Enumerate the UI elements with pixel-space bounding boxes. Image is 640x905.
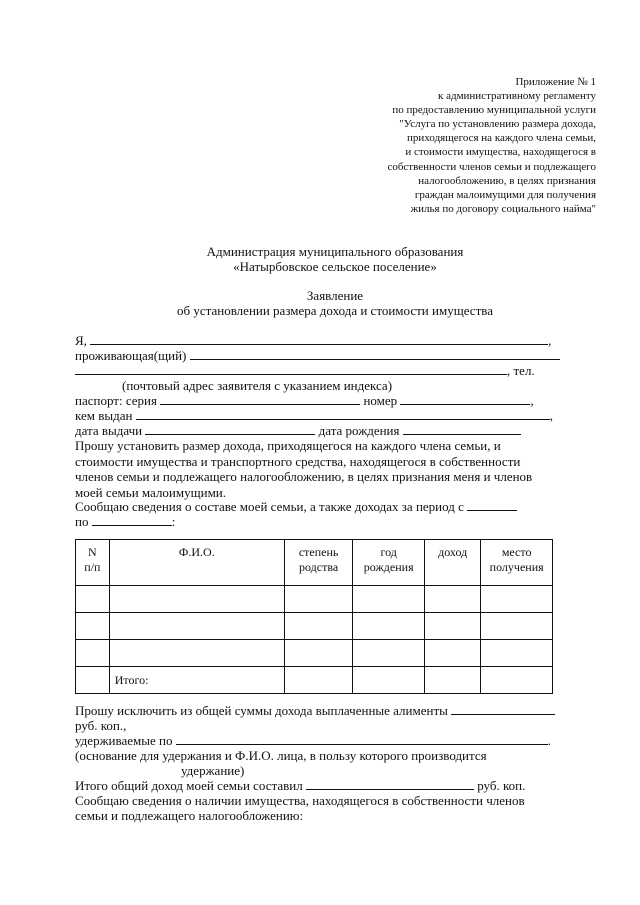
table-cell[interactable] — [353, 640, 425, 667]
table-cell[interactable] — [76, 586, 110, 613]
admin-line-1: Администрация муниципального образования — [206, 244, 464, 259]
withheld-label: удерживаемые по — [75, 733, 173, 748]
table-cell[interactable] — [76, 667, 110, 694]
period-start-field[interactable] — [467, 499, 517, 511]
ya-label: Я, — [75, 333, 87, 348]
property-line-2: семьи и подлежащего налогообложению: — [75, 808, 304, 823]
withheld-row: удерживаемые по . — [75, 733, 551, 748]
period-text: Сообщаю сведения о составе моей семьи, а также доходах за период с — [75, 499, 464, 514]
dates-row — [75, 423, 521, 438]
period-end-field[interactable] — [92, 514, 172, 526]
period-end-colon: : — [171, 514, 176, 529]
applicant-name-row: Я, , — [75, 333, 552, 348]
table-cell[interactable] — [481, 667, 553, 694]
annex-line: по предоставлению муниципальной услуги — [392, 104, 596, 117]
basis-hint-1: (основание для удержания и Ф.И.О. лица, в пользу которого производится — [75, 748, 487, 763]
table-cell[interactable] — [76, 613, 110, 640]
table-cell[interactable] — [425, 586, 481, 613]
table-cell[interactable] — [76, 640, 110, 667]
property-line-1: Сообщаю сведения о наличии имущества, находящегося в собственности членов — [75, 793, 525, 808]
table-total-row — [76, 667, 553, 694]
address-hint: (почтовый адрес заявителя с указанием индекса) — [122, 378, 393, 393]
table-cell[interactable] — [481, 613, 553, 640]
table-cell[interactable] — [284, 667, 353, 694]
table-cell[interactable] — [109, 640, 284, 667]
annex-line: граждан малоимущими для получения — [414, 188, 596, 201]
passport-series-label: паспорт: серия — [75, 393, 157, 408]
alimony-row — [75, 703, 555, 718]
passport-row: паспорт: серия номер , — [75, 393, 534, 408]
passport-number-label: номер — [363, 393, 398, 408]
annex-line: собственности членов семьи и подлежащего — [387, 160, 596, 173]
resident-row — [75, 348, 560, 363]
header-fio: Ф.И.О. — [109, 540, 284, 586]
birth-date-field[interactable] — [403, 423, 521, 435]
applicant-name-field[interactable] — [90, 333, 548, 345]
header-birth-year: год рождения — [353, 540, 425, 586]
annex-line: к административному регламенту — [438, 90, 596, 103]
admin-line-2: «Натырбовское сельское поселение» — [233, 259, 437, 274]
table-cell[interactable] — [284, 586, 353, 613]
table-cell[interactable] — [284, 640, 353, 667]
request-line: членов семьи и подлежащего налогообложению, в целях признания меня и членов — [75, 469, 533, 484]
total-income-row — [75, 778, 525, 793]
alimony-text: Прошу исключить из общей суммы дохода выплаченные алименты — [75, 703, 448, 718]
request-line: стоимости имущества и транспортного средства, находящегося в собственности — [75, 453, 521, 469]
address-phone-row — [75, 363, 535, 378]
document-title: Заявление — [306, 288, 364, 303]
rub-kop-label: руб. коп., — [75, 718, 127, 733]
issued-by-row: кем выдан , — [75, 408, 553, 423]
annex-line: Приложение № 1 — [515, 76, 596, 88]
header-relation: степень родства — [284, 540, 353, 586]
basis-hint-2: удержание) — [181, 763, 245, 778]
total-income-field[interactable] — [306, 778, 474, 790]
period-row — [75, 499, 517, 514]
table-row — [76, 640, 553, 667]
passport-number-field[interactable] — [400, 393, 530, 405]
address-continued-field[interactable] — [75, 363, 507, 375]
table-cell[interactable] — [353, 613, 425, 640]
passport-series-field[interactable] — [160, 393, 360, 405]
total-income-unit: руб. коп. — [477, 778, 526, 793]
table-cell[interactable] — [109, 613, 284, 640]
resident-label: проживающая(щий) — [75, 348, 187, 363]
period-to-row — [75, 514, 175, 529]
table-cell[interactable] — [425, 667, 481, 694]
issued-by-field[interactable] — [136, 408, 550, 420]
annex-line: налогообложению, в целях признания — [418, 174, 596, 187]
table-header-row — [76, 540, 553, 586]
birth-date-label: дата рождения — [318, 423, 400, 438]
annex-block — [296, 75, 596, 216]
annex-line: "Услуга по установлению размера дохода, — [399, 118, 596, 131]
request-line: моей семьи малоимущими. — [75, 484, 227, 500]
alimony-amount-field[interactable] — [451, 703, 555, 715]
annex-line: жилья по договору социального найма" — [410, 202, 596, 215]
request-line: Прошу установить размер дохода, приходящегося на каждого члена семьи, и — [75, 438, 501, 453]
table-row — [76, 586, 553, 613]
table-cell[interactable] — [353, 586, 425, 613]
address-field[interactable] — [190, 348, 560, 360]
annex-line: приходящегося на каждого члена семьи, — [407, 132, 596, 145]
issue-date-label: дата выдачи — [75, 423, 143, 438]
total-label: Итого: — [109, 667, 284, 694]
issued-by-label: кем выдан — [75, 408, 133, 423]
header-number: N п/п — [76, 540, 110, 586]
table-cell[interactable] — [284, 613, 353, 640]
table-cell[interactable] — [353, 667, 425, 694]
table-cell[interactable] — [425, 640, 481, 667]
phone-label: , тел. — [507, 363, 535, 378]
total-income-text: Итого общий доход моей семьи составил — [75, 778, 303, 793]
table-cell[interactable] — [109, 586, 284, 613]
period-to-label: по — [75, 514, 89, 529]
table-cell[interactable] — [481, 586, 553, 613]
request-paragraph — [75, 438, 555, 500]
table-row — [76, 613, 553, 640]
document-subtitle: об установлении размера дохода и стоимости имущества — [177, 303, 493, 318]
header-income-source: место получения — [481, 540, 553, 586]
table-cell[interactable] — [481, 640, 553, 667]
issue-date-field[interactable] — [145, 423, 315, 435]
annex-line: и стоимости имущества, находящегося в — [405, 146, 596, 159]
withheld-basis-field[interactable] — [176, 733, 548, 745]
header-income: доход — [425, 540, 481, 586]
family-table — [75, 539, 553, 694]
table-cell[interactable] — [425, 613, 481, 640]
